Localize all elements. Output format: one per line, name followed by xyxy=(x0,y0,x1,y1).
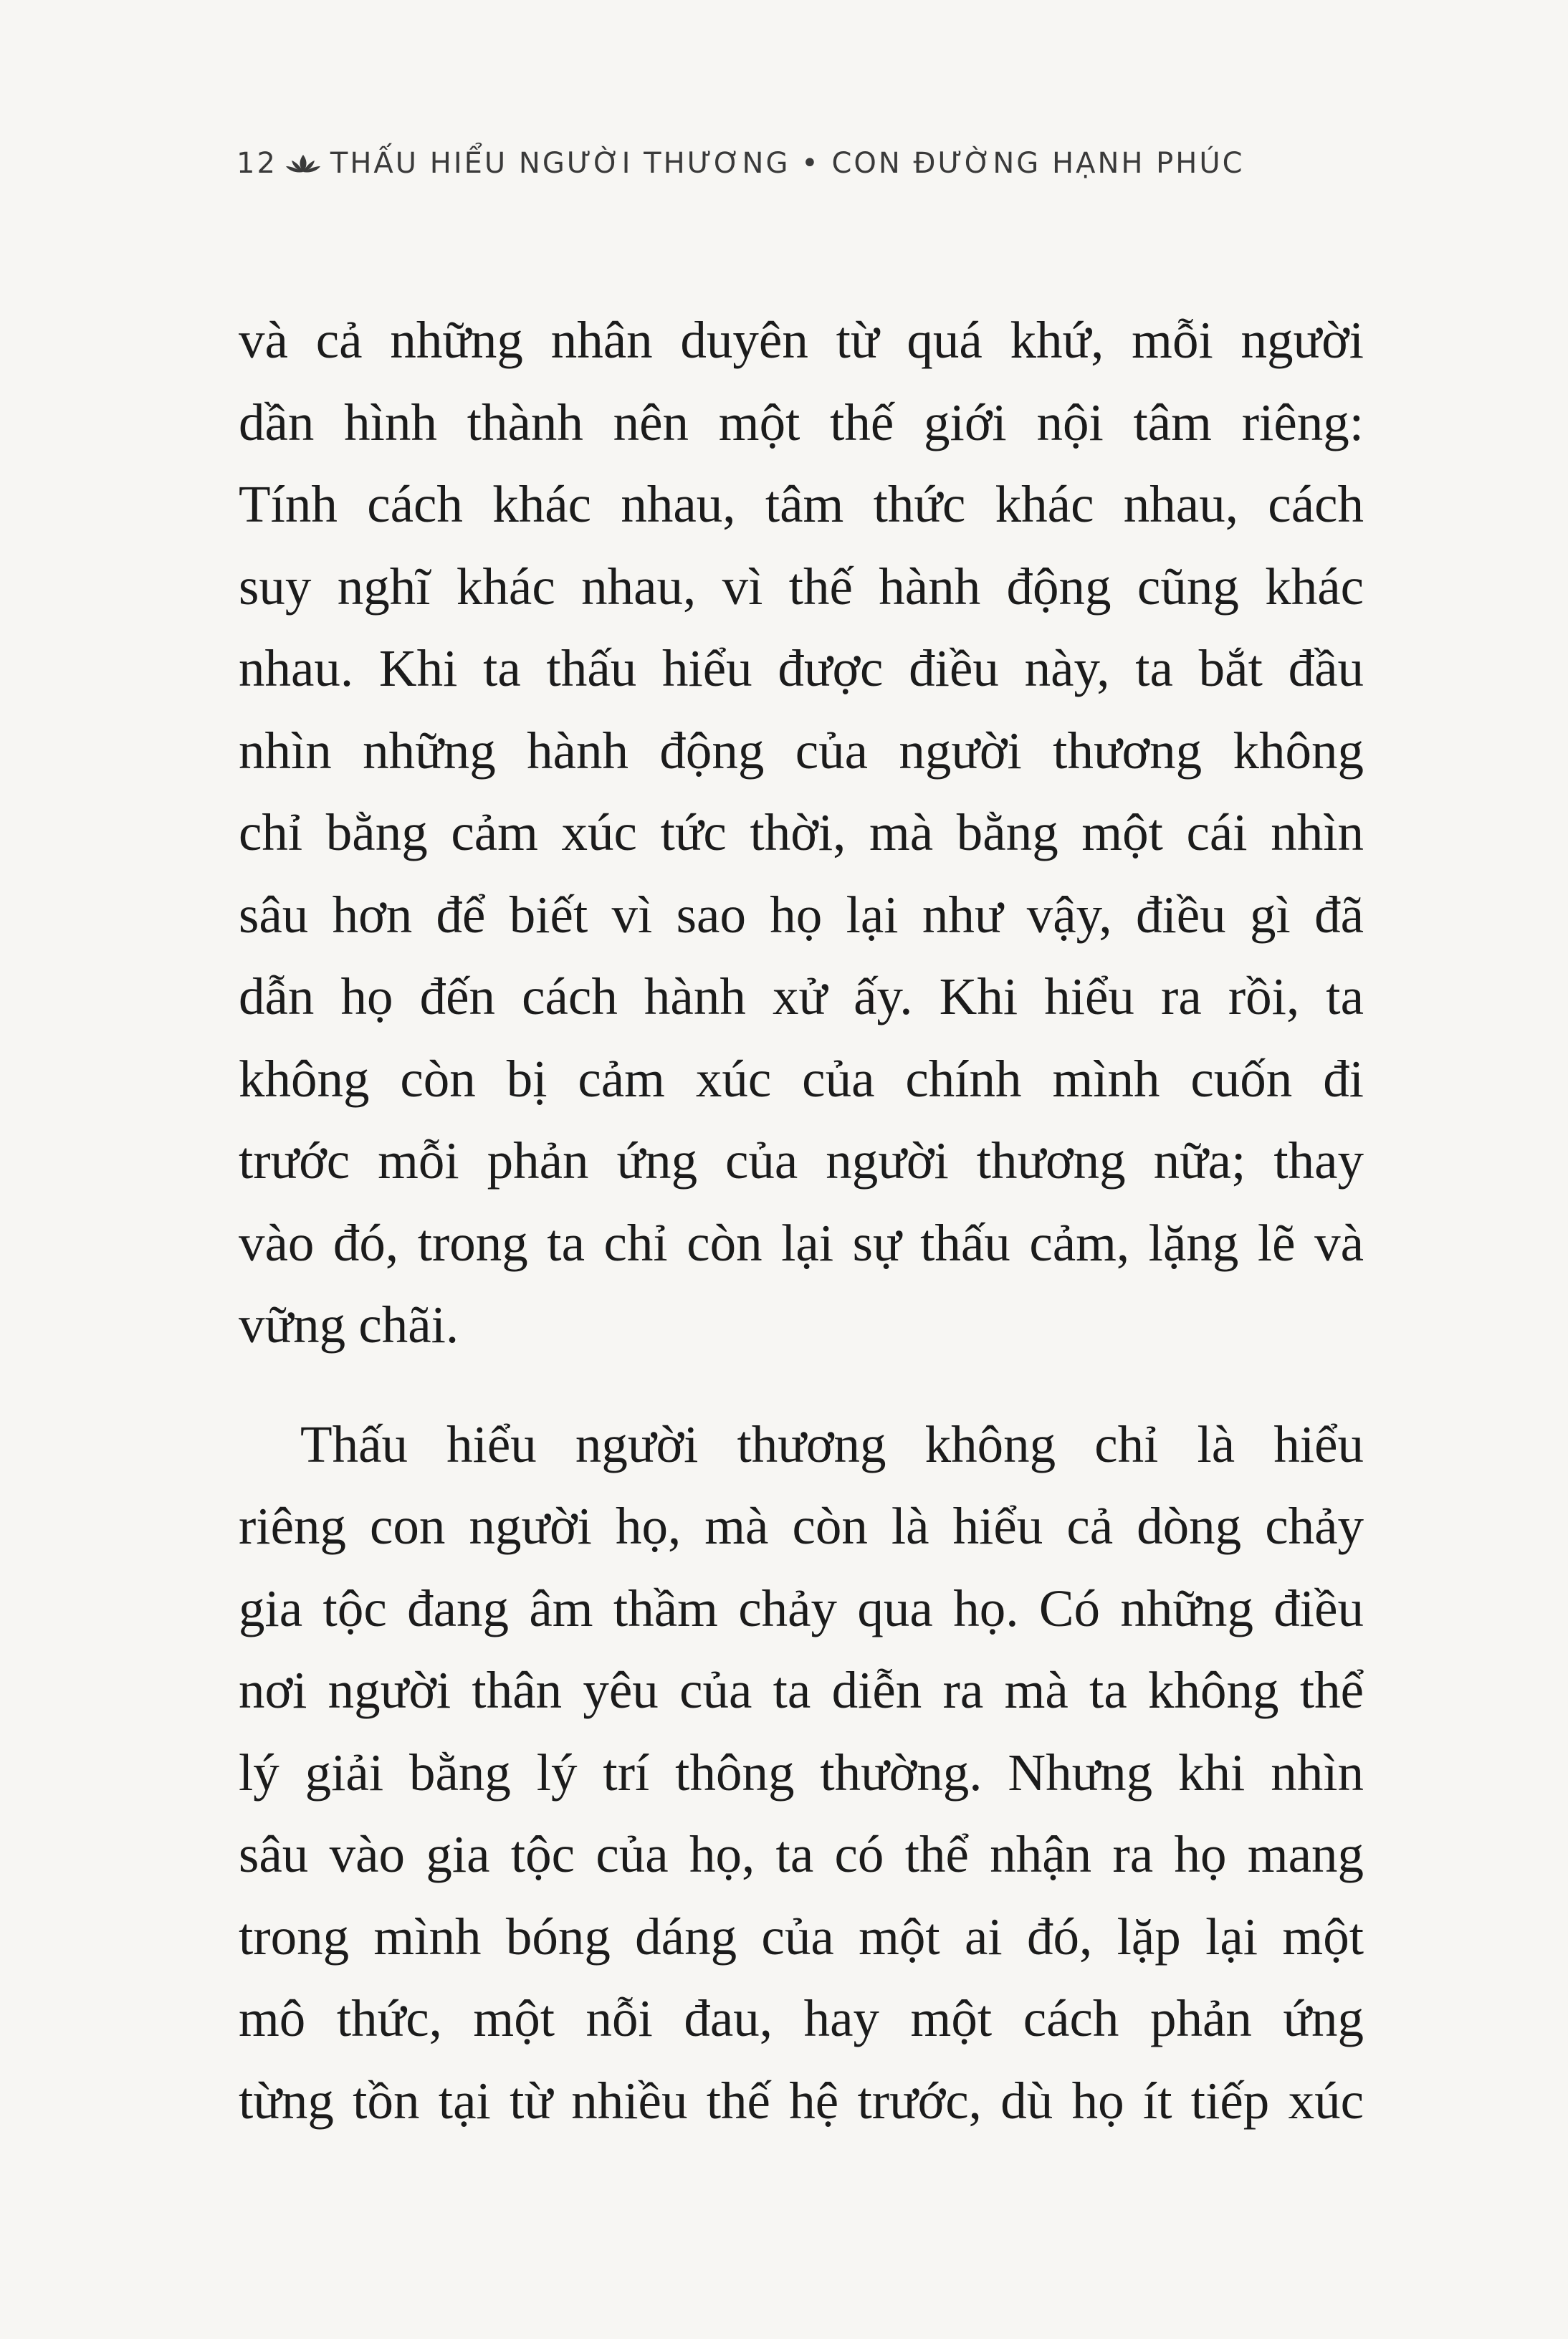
text-line: và cả những nhân duyên từ quá khứ, mỗi người xyxy=(239,311,1364,369)
text-line: từng tồn tại từ nhiều thế hệ trước, dù họ ít tiếp xúc xyxy=(239,2071,1364,2130)
text-line: riêng con người họ, mà còn là hiểu cả dòng chảy xyxy=(239,1497,1364,1555)
text-line: dẫn họ đến cách hành xử ấy. Khi hiểu ra rồi, ta xyxy=(239,967,1364,1025)
text-line: sâu vào gia tộc của họ, ta có thể nhận ra họ mang xyxy=(239,1825,1364,1883)
paragraph-gap xyxy=(239,1367,1364,1404)
text-line: Tính cách khác nhau, tâm thức khác nhau, cách xyxy=(239,475,1364,533)
text-line: chỉ bằng cảm xúc tức thời, mà bằng một cái nhìn xyxy=(239,803,1364,861)
text-line: dần hình thành nên một thế giới nội tâm riêng: xyxy=(239,393,1364,451)
text-line: vào đó, trong ta chỉ còn lại sự thấu cảm, lặng lẽ và xyxy=(239,1213,1364,1272)
text-line: gia tộc đang âm thầm chảy qua họ. Có những điều xyxy=(239,1579,1364,1637)
text-line: mô thức, một nỗi đau, hay một cách phản ứng xyxy=(239,1989,1364,2047)
text-line: nhìn những hành động của người thương không xyxy=(239,721,1364,780)
page-number: 12 xyxy=(236,147,277,180)
lotus-ornament-icon xyxy=(283,150,323,176)
running-title: THẤU HIỂU NGƯỜI THƯƠNG • CON ĐƯỜNG HẠNH PHÚC xyxy=(330,147,1245,180)
text-line: suy nghĩ khác nhau, vì thế hành động cũng khác xyxy=(239,557,1364,616)
text-line: nhau. Khi ta thấu hiểu được điều này, ta bắt đầu xyxy=(239,639,1364,697)
text-line: trong mình bóng dáng của một ai đó, lặp lại một xyxy=(239,1907,1364,1966)
text-line: Thấu hiểu người thương không chỉ là hiểu xyxy=(300,1415,1364,1473)
text-line: trước mỗi phản ứng của người thương nữa; thay xyxy=(239,1132,1364,1190)
paragraph-2 xyxy=(239,1404,1364,2143)
text-line: lý giải bằng lý trí thông thường. Nhưng khi nhìn xyxy=(239,1743,1364,1802)
running-header xyxy=(236,147,1245,180)
text-line: vững chãi. xyxy=(239,1296,459,1354)
body-text xyxy=(239,300,1364,2142)
text-line: nơi người thân yêu của ta diễn ra mà ta không thể xyxy=(239,1661,1364,1719)
text-line: sâu hơn để biết vì sao họ lại như vậy, điều gì đã xyxy=(239,885,1364,944)
text-line: không còn bị cảm xúc của chính mình cuốn đi xyxy=(239,1049,1364,1108)
paragraph-1 xyxy=(239,300,1364,1367)
